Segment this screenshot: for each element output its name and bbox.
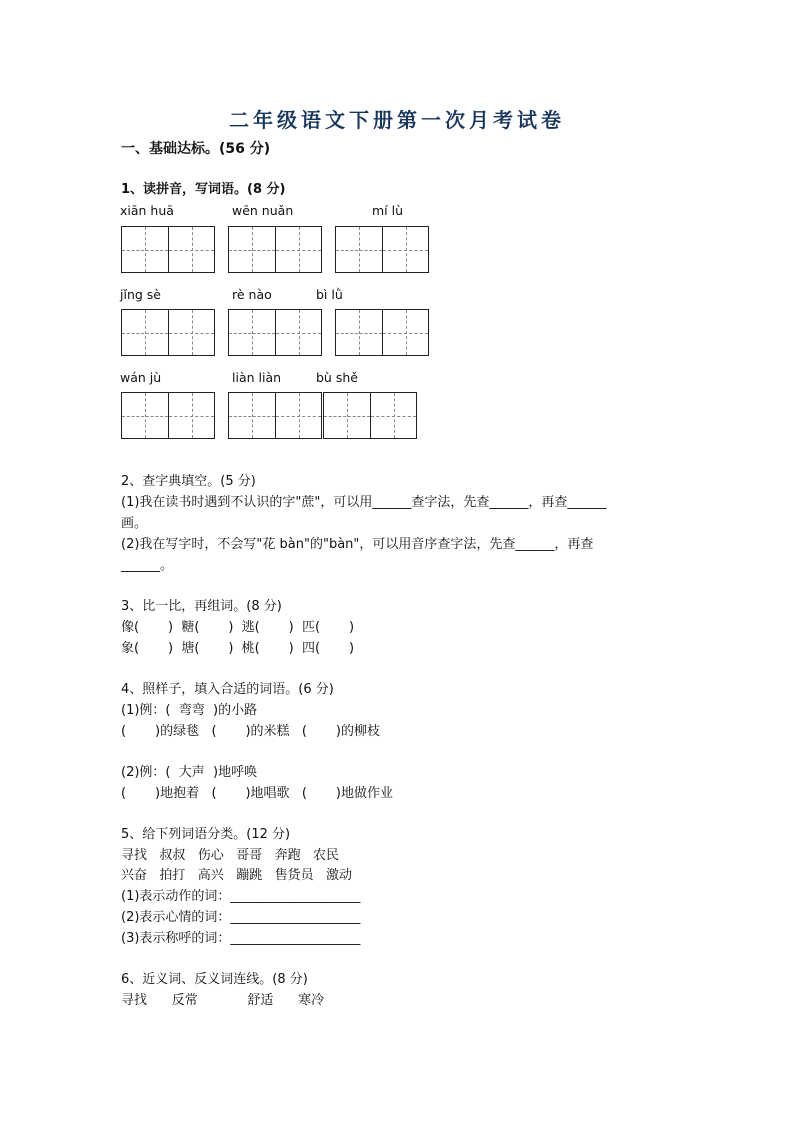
pinyin-label: bì lǜ (316, 287, 343, 302)
writing-grid[interactable] (228, 226, 322, 273)
grid-cell[interactable] (168, 227, 214, 272)
answer-line: (1)表示动作的词：____________________ (121, 889, 361, 904)
word-list: 寻找 反常 舒适 寒冷 (121, 993, 325, 1008)
pinyin-label: mí lù (372, 203, 404, 218)
question-2-heading: 2、查字典填空。(5 分) (121, 474, 256, 489)
question-text: 画。 (121, 516, 148, 531)
question-1-heading: 1、读拼音，写词语。(8 分) (121, 182, 286, 197)
question-text: (1)例：( 弯弯 )的小路 (121, 703, 258, 718)
question-text: 像( ) 糖( ) 逃( ) 匹( ) (121, 620, 355, 635)
question-text: (1)我在读书时遇到不认识的字"蔗"，可以用______查字法，先查______，再查______ (121, 495, 607, 510)
writing-grid[interactable] (121, 392, 215, 439)
writing-grid[interactable] (335, 226, 429, 273)
pinyin-label: wēn nuǎn (232, 203, 294, 218)
grid-cell[interactable] (324, 393, 370, 438)
question-text: ( )的绿毯 ( )的米糕 ( )的柳枝 (121, 724, 381, 739)
writing-grid[interactable] (323, 392, 417, 439)
page-title: 二年级语文下册第一次月考试卷 (229, 108, 565, 132)
grid-cell[interactable] (122, 393, 168, 438)
answer-line: (3)表示称呼的词：____________________ (121, 931, 361, 946)
grid-cell[interactable] (168, 310, 214, 355)
grid-cell[interactable] (229, 393, 275, 438)
question-3-heading: 3、比一比，再组词。(8 分) (121, 599, 282, 614)
question-text: ( )地抱着 ( )地唱歌 ( )地做作业 (121, 786, 394, 801)
pinyin-label: jǐng sè (120, 287, 161, 302)
pinyin-label: bù shě (316, 370, 358, 385)
pinyin-label: wán jù (120, 370, 162, 385)
writing-grid[interactable] (228, 309, 322, 356)
writing-grid[interactable] (121, 226, 215, 273)
grid-cell[interactable] (370, 393, 416, 438)
writing-grid[interactable] (335, 309, 429, 356)
grid-cell[interactable] (382, 310, 428, 355)
question-text: (2)我在写字时，不会写"花 bàn"的"bàn"，可以用音序查字法，先查______，再查 (121, 537, 594, 552)
word-list: 寻找 叔叔 伤心 哥哥 奔跑 农民 (121, 848, 339, 863)
grid-cell[interactable] (122, 310, 168, 355)
question-text: 象( ) 塘( ) 桃( ) 四( ) (121, 641, 355, 656)
grid-cell[interactable] (336, 310, 382, 355)
grid-cell[interactable] (229, 310, 275, 355)
grid-cell[interactable] (336, 227, 382, 272)
question-5-heading: 5、给下列词语分类。(12 分) (121, 827, 291, 842)
writing-grid[interactable] (228, 392, 322, 439)
grid-cell[interactable] (275, 393, 321, 438)
pinyin-label: xiān huā (120, 203, 174, 218)
pinyin-label: liàn liàn (232, 370, 282, 385)
grid-cell[interactable] (275, 310, 321, 355)
grid-cell[interactable] (275, 227, 321, 272)
grid-cell[interactable] (229, 227, 275, 272)
writing-grid[interactable] (121, 309, 215, 356)
grid-cell[interactable] (168, 393, 214, 438)
answer-line: (2)表示心情的词：____________________ (121, 910, 361, 925)
grid-cell[interactable] (382, 227, 428, 272)
question-text: (2)例：( 大声 )地呼唤 (121, 765, 258, 780)
section-heading: 一、基础达标。(56 分) (121, 141, 271, 157)
question-6-heading: 6、近义词、反义词连线。(8 分) (121, 972, 308, 987)
word-list: 兴奋 拍打 高兴 蹦跳 售货员 激动 (121, 868, 352, 883)
question-4-heading: 4、照样子，填入合适的词语。(6 分) (121, 682, 334, 697)
question-text: ______。 (121, 558, 174, 573)
grid-cell[interactable] (122, 227, 168, 272)
pinyin-label: rè nào (232, 287, 272, 302)
